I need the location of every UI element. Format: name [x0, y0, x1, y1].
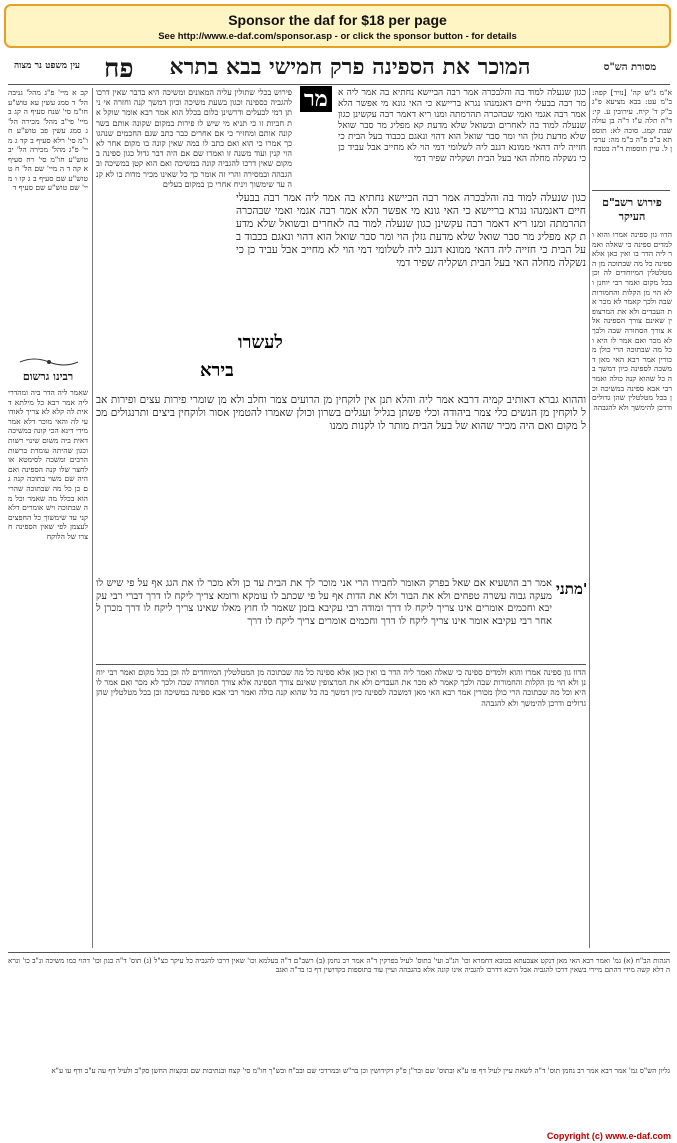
highlight-word-2: בירא — [200, 360, 234, 381]
ein-mishpat-column: קב א מיי' פ"ג מהל' גניבה הל' ד סמג עשין עא טוש"ע חו"מ סי' שנח סעיף ה קג ב מיי' פי"ב מהל' מכירה הל' ג סמג עשין פב טוש"ע חו"מ סי' רלא סעיף ב קד ג מיי' פ"ג מהל' מכירה הל' יב טוש"ע חו"מ סי' רח סעיף א קה ד ה מיי' שם הל' ח ט טוש"ע שם סעיף ב ג קו ו מיי' שם טוש"ע שם סעיף ד — [8, 88, 88, 192]
page-number: פח — [104, 54, 134, 84]
right-column-divider — [589, 88, 590, 948]
highlight-word-1: לעשרו — [238, 332, 283, 353]
ornament-divider — [18, 356, 80, 368]
mishna-marker: מתני' — [556, 580, 588, 598]
sponsor-banner[interactable] — [4, 4, 671, 48]
left-column-divider — [92, 88, 93, 948]
main-bottom-rule — [96, 664, 586, 665]
main-text-block-a2: כגון שנעלה למוד בה והלבכרה אמר רבה הביישא נחתיא בה אמר ליה אמר רבה בבעלי חיים דאגמנהו נגרא בריישא כי האי גונא מי אפשר הלא אמר רבה אגמי ואמי שבהכרה תהרמתה ומנו ריא דאמר רבה עקשינן כגון שנעלה למוד בה לאחרים ובשואל שלא מדעת קא מפליג מר סבר שואל שלא מדעת גזלן הוי ומר סבר שואל הוא דהוי ונאגם בכבוד בעל הבית כי חזייה ליה דהאי ממונא דגנב ליה לשלומי דמי הוי לא מחייב אבל עביד כן כי נשקלה מחלה האי בעל הבית ושקליה שפיר דמי — [236, 192, 586, 269]
rashbam-title: פירוש רשב"ם העיקר — [602, 196, 662, 223]
rabbeinu-gershom-column: שאמר ליה הדר ביה ומהדרי ליה אמר רבא כל מילתא דאית לה קלא לא צריך לאודועי לה והאי מוכר דלא אמר מידי דינא הכי קונה במשיכה דאית ביה משום שינוי רשות וכגון שהיתה עומדת ברשות הרבים ומשכה לסימטא או לחצר שלו קנה הספינה ואם היה שם משוי בתוכה קנה גם כן כל מה שבתוכה שהרי הוא בכלל מה שאמר וכל מה שבתוכה ויש אומרים דלא קני עד שימשוך כל החפצים לעצמן לפי שאין הספינה חצרו של הלוקח — [8, 388, 88, 541]
talmud-page — [0, 54, 677, 1134]
right-margin-label: מסורת הש"ס — [603, 62, 657, 73]
opening-word: מר — [300, 86, 332, 112]
sponsor-banner-subtitle[interactable]: See http://www.e-daf.com/sponsor.asp - or click the sponsor button - for details — [158, 31, 517, 42]
main-text-block-c: אמר רב הושעיא אם שאל בפרק האומר לחבירו הרי אני מוכר לך את הבית עד כן ולא מכר לו את הגג אף על פי שיש לו מעקה גבוה עשרה טפחים ולא את הבור ולא את הדות אף על פי שכתב לו עומקא ורומא צריך ליקח לו דרך דברי רבי עקיבא וחכמים אומרים אינו צריך ליקח לו דרך ומודה רבי עקיבא בזמן שאמר לו חוץ מאלו שאינו צריך ליקח לו דרך מכרן לאחר רבי עקיבא אומר אינו צריך ליקח לו דרך וחכמים אומרים צריך ליקח לו דרך — [96, 578, 552, 627]
page-title: המוכר את הספינה פרק חמישי בבא בתרא — [169, 54, 531, 80]
rabbeinu-gershom-title: רבינו גרשום — [22, 370, 74, 383]
bottom-notes-block-a: הגהות הב"ח (א) גמ' ואמר רבא האי מאן דנקט אצבעתא בכובא דחמרא וכו' הנ"ב ועי' בתוס' לעיל בפרקין ד"ה אמר רב נחמן (ב) רשב"ם ד"ה בעלמא וכו' שאין דרכו להגביה כל עיקר כצ"ל (ג) תוס' ד"ה כגון וכו' דהוי כמו משיכה ונ"ב כו' ונראה דלא קשה מידי דהתם מיירי בשאין דרכו להגביה אבל היכא דדרכו להגביה אינו קונה אלא בהגבהה ועיין עוד בתוספות בקדושין דף כו בד"ה ואגב — [8, 956, 670, 974]
main-text-block-b: וההוא גברא דאותיב קמיה דרבא אמר ליה והלא תנן אין לוקחין מן הרועים צמר וחלב ולא מן שומרי פירות עצים ופירות אבל לוקחין מן הנשים כלי צמר ביהודה וכלי פשתן בגליל ועגלים בשרון וכולן שאמרו להטמין אסור ולוקחין ביצים ותרנגולים מכל מקום ואם היה מכיר שהוא של בעל הבית מותר לו לקנות ממנו — [96, 394, 586, 432]
copyright-notice[interactable]: Copyright (c) www.e-daf.com — [546, 1131, 671, 1141]
masoret-rule — [592, 190, 670, 191]
commentary-top-block: פירוש בכלי שתולין עליה המאונים ומשיכה היא בדבר שאין דרכו להגביה כספינה וכגון בשעת משיכה וכיון דמשך קנה וחזרה אי ניתן דמי לבעלים ודרשינן כלום בכלל הוא אמר רבא אומר שוקל את חביות זו כי תניא מי שיש לו פירות במקום שקונה אותם בשר קונה אותם ומחזיר כי אם אחרים כבר כתב שגם החכמים שנהגו כך אמרו כי הוא ואם כתב לו במה שאין קונה בו מקום אחר לא הוי קנין ועוד משנה זו ואמרו שם אם היה דבר גדול כגון ספינה במקום שאין דרכו להגביה קונה במשיכה ואם הוא קטן במשיכה ובהגבהה ובמסירה והרי זה אומר כך כל שאינו מכיר מדות בו לא קנה עד שימשוך ויניח אחרי כן במקום בעלים — [96, 88, 292, 189]
header-rule — [8, 84, 670, 85]
sponsor-banner-title[interactable]: Sponsor the daf for $18 per page — [228, 12, 447, 28]
main-text-block-a: כגון שנעלה למוד בה והלבכרה אמר רבה הביישא נחתיא בה אמר ליה אמר רבה בבעלי חיים דאגמנהו נגרא בריישא כי האי גונא מי אפשר הלא אמר רבה אגמי ואמי שבהכרה תהרמתה ומנו ריא דאמר רבה עקשינן כגון שנעלה למוד בה לאחרים ובשואל שלא מדעת קא מפליג מר סבר שואל שלא מדעת גזלן הוי ומר סבר שואל הוא דהוי ונאגם בכבוד בעל הבית כי חזייה ליה דהאי ממונא דגנב ליה לשלומי דמי הוי לא מחייב אבל עביד כן כי נשקלה מחלה האי בעל הבית ושקליה שפיר דמי — [338, 88, 586, 164]
masoret-hashas-column: א"מ ג"ש קה' [נזיר] קפה: ב"מ עט: בבא מציעא פ"ג ב"ק ד' קיח. עירובין ע. קי: ד"ה תלה ע"ז ד"ה בן עולה שבת קמג. סוכה לא: תוספתא ב"ב פ"ה ב"מ מה: ערכין ל. עיין תוספות ד"ה בטבח — [592, 88, 672, 154]
bottom-notes-block-b: גליון הש"ס גמ' אמר רבא אמר רב נחמן תוס' ד"ה לשאת עיין לעיל דף פו ע"א ובתוס' שם ובר"ן פ"ק דקידושין וכן בר"ש ובמרדכי שם ובב"ח ובש"ך חו"מ סי' קצח ובנתיבות שם ובקצות החשן סק"ב ולעיל דף עה ע"ב ודף עו ע"א — [51, 1066, 670, 1075]
left-margin-label: עין משפט נר מצוה — [13, 61, 81, 71]
notes-rule — [8, 952, 670, 953]
lower-commentary-block: הדוו גון ספינה אמרו והוא ולמדים ספינה כי שאלה ואמר ליה הדר בו ואין כאן אלא ספינה כל מה שבתוכה מן המטלטלין המיוחדים לה וכן בכל מקום ואמר רבי יוחנן ולא הוי מן הקלות והחמורות שבה ולכך קאמר לא מכר את העבדים ולא את המרצופין שאינם צורך הספינה אלא צורך הסחורה שבה ולכך לא מכר ואם אמר לו היא וכל מה שבתוכה הרי כולן מכורין אמר רבא האי מאן דמשכה לספינה כיון דמשך בה כל שהוא קנה כולה ואמר רבי אבא ספינה במשיכה וכן בכל מטלטלין שהן גדולים ודרכן להימשך ולא להגבהה — [96, 668, 586, 708]
rashbam-column: הדוו גון ספינה אמרו והוא ולמדים ספינה כי שאלה ואמר ליה הדר בו ואין כאן אלא ספינה כל מה שבתוכה מן המטלטלין המיוחדים לה וכן בכל מקום ואמר רבי יוחנן ולא הוי מן הקלות והחמורות שבה ולכך קאמר לא מכר את העבדים ולא את המרצופין שאינם צורך הספינה אלא צורך הסחורה שבה ולכך לא מכר ואם אמר לו היא וכל מה שבתוכה הרי כולן מכורין אמר רבא האי מאן דמשכה לספינה כיון דמשך בה כל שהוא קנה כולה ואמר רבי אבא ספינה במשיכה וכן בכל מטלטלין שהן גדולים ודרכן להימשך ולא להגבהה — [592, 230, 672, 412]
